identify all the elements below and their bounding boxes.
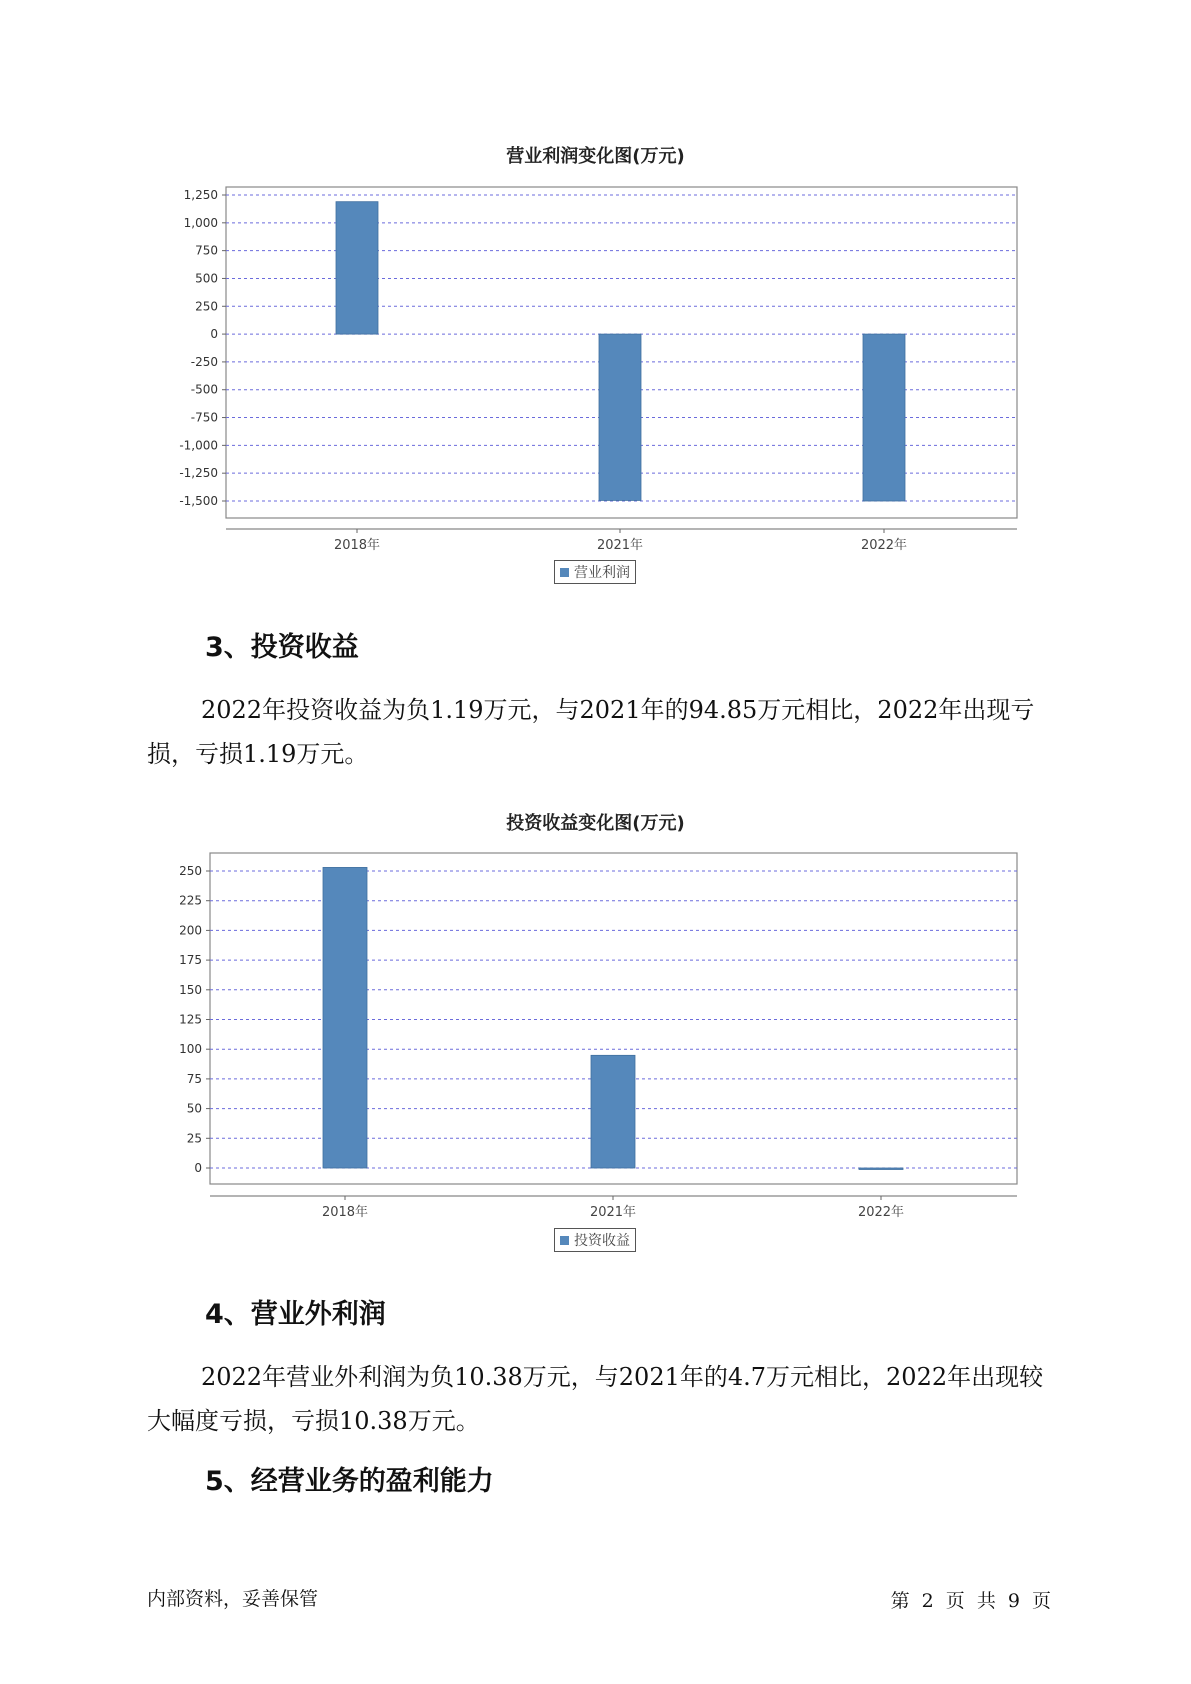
legend-swatch xyxy=(560,1236,569,1245)
bar xyxy=(859,1168,903,1170)
y-tick-label: 1,000 xyxy=(183,215,218,230)
bar xyxy=(591,1055,635,1168)
chart2-legend xyxy=(554,1228,636,1252)
x-tick-label: 2021年 xyxy=(596,538,644,553)
section5-heading: 5、经营业务的盈利能力 xyxy=(205,1466,494,1497)
y-tick-label: 125 xyxy=(179,1012,202,1027)
x-tick-label: 2018年 xyxy=(321,1205,369,1220)
legend-label: 营业利润 xyxy=(574,565,630,581)
y-tick-label: -750 xyxy=(190,410,218,425)
section4-heading: 4、营业外利润 xyxy=(205,1299,386,1330)
y-tick-label: 750 xyxy=(195,243,218,258)
x-tick-label: 2022年 xyxy=(857,1205,905,1220)
y-tick-label: 100 xyxy=(179,1042,202,1057)
section4-text: 2022年营业外利润为负10.38万元，与2021年的4.7万元相比，2022年出现较大幅度亏损，亏损10.38万元。 xyxy=(147,1363,1044,1435)
section3-text: 2022年投资收益为负1.19万元，与2021年的94.85万元相比，2022年出现亏损，亏损1.19万元。 xyxy=(147,696,1035,768)
y-tick-label: 250 xyxy=(179,864,202,878)
y-tick-label: 1,250 xyxy=(183,188,218,202)
footer-page-number: 第 2 页 共 9 页 xyxy=(890,1590,1051,1612)
x-tick-label: 2022年 xyxy=(860,538,908,553)
x-tick-label: 2021年 xyxy=(589,1205,637,1220)
section4-paragraph xyxy=(147,1355,1067,1443)
y-tick-label: 225 xyxy=(179,893,202,908)
y-tick-label: 175 xyxy=(179,953,202,968)
y-tick-label: -1,500 xyxy=(179,494,218,508)
y-tick-label: -1,000 xyxy=(179,438,218,453)
y-tick-label: -250 xyxy=(190,354,218,369)
bar xyxy=(323,867,367,1168)
chart1-title: 营业利润变化图(万元) xyxy=(506,146,685,167)
x-tick-label: 2018年 xyxy=(333,538,381,553)
chart2-title: 投资收益变化图(万元) xyxy=(506,813,685,834)
y-tick-label: 50 xyxy=(186,1101,202,1116)
section3-heading: 3、投资收益 xyxy=(205,632,359,663)
footer-confidential-note: 内部资料，妥善保管 xyxy=(147,1588,319,1610)
y-tick-label: 500 xyxy=(195,271,218,286)
y-tick-label: 0 xyxy=(210,327,218,342)
y-tick-label: 25 xyxy=(186,1131,202,1146)
y-tick-label: 250 xyxy=(195,299,218,314)
y-tick-label: 200 xyxy=(179,923,202,938)
y-tick-label: -500 xyxy=(190,382,218,397)
y-tick-label: -1,250 xyxy=(179,466,218,481)
y-tick-label: 75 xyxy=(186,1071,202,1086)
y-tick-label: 150 xyxy=(179,982,202,997)
y-tick-label: 0 xyxy=(194,1161,202,1175)
legend-label: 投资收益 xyxy=(574,1233,630,1249)
